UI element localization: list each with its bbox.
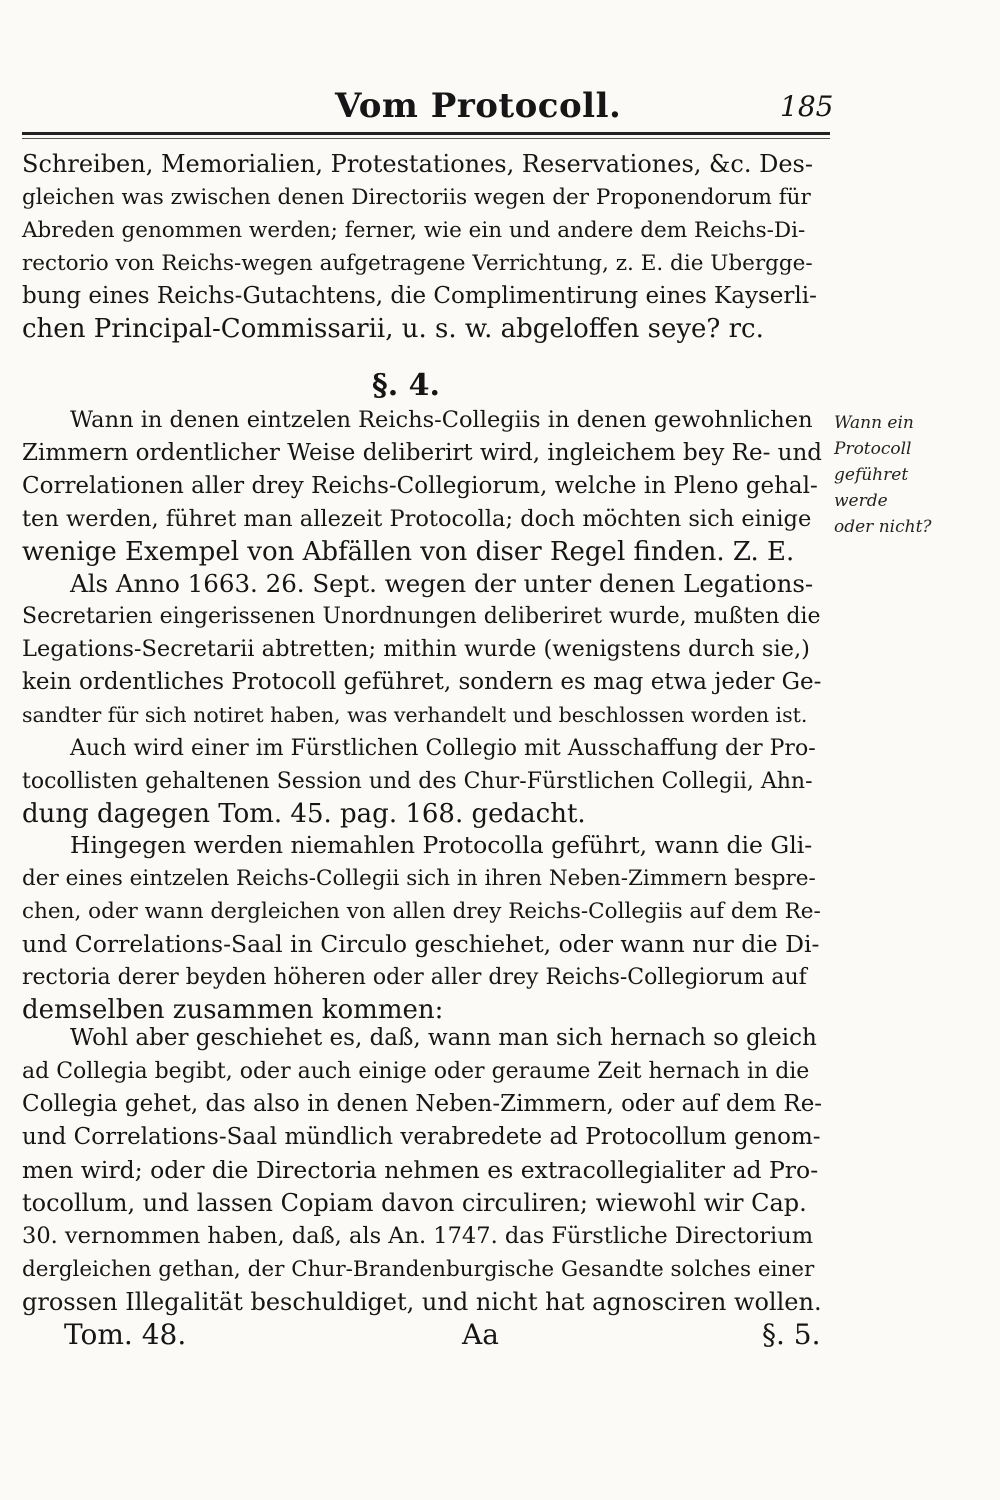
header-rule (22, 132, 830, 135)
text-line: tocollisten gehaltenen Session und des Chur-Fürstlichen Collegii, Ahn- (22, 769, 813, 794)
text-line: und Correlations-Saal in Circulo geschiehet, oder wann nur die Di- (22, 930, 820, 958)
running-head-title: Vom Protocoll. (335, 86, 622, 126)
text-line: rectorio von Reichs-wegen aufgetragene Verrichtung, z. E. die Ubergge- (22, 251, 813, 276)
paragraph-no-protocol (22, 829, 822, 1027)
paragraph-continued (22, 148, 822, 346)
text-line: Zimmern ordentlicher Weise deliberirt wird, ingleichem bey Re- und (22, 440, 823, 466)
section-heading: §. 4. (372, 368, 440, 403)
margin-note-line: oder nicht? (834, 517, 932, 537)
margin-note-line: Protocoll (834, 439, 912, 459)
text-line: rectoria derer beyden höheren oder aller drey Reichs-Collegiorum auf (22, 965, 807, 990)
text-line: gleichen was zwischen denen Directoriis wegen der Proponendorum für (22, 185, 811, 210)
text-line: demselben zusammen kommen: (22, 995, 444, 1025)
page-footer (0, 1318, 1000, 1368)
running-head (0, 78, 1000, 128)
text-line: Als Anno 1663. 26. Sept. wegen der unter denen Legations- (70, 569, 814, 598)
paragraph-wohl-aber (22, 1022, 822, 1319)
margin-note-line: Wann ein (834, 413, 914, 433)
text-line: 30. vernommen haben, daß, als An. 1747. das Fürstliche Directorium (22, 1223, 814, 1249)
text-line: chen, oder wann dergleichen von allen drey Reichs-Collegiis auf dem Re- (22, 899, 821, 924)
text-line: Auch wird einer im Fürstlichen Collegio mit Ausschaffung der Pro- (70, 736, 816, 761)
text-line: wenige Exempel von Abfällen von diser Regel finden. Z. E. (22, 537, 795, 567)
paragraph-section-4-intro (22, 404, 822, 569)
text-line: dergleichen gethan, der Chur-Brandenburgische Gesandte solches einer (22, 1257, 815, 1282)
text-line: Legations-Secretarii abtretten; mithin wurde (wenigstens durch sie,) (22, 636, 810, 662)
text-line: ad Collegia begibt, oder auch einige oder geraume Zeit hernach in die (22, 1059, 810, 1084)
text-line: Wann in denen eintzelen Reichs-Collegiis in denen gewohnlichen (70, 407, 813, 433)
paragraph-fuerstliches-collegium (22, 732, 822, 831)
text-line: sandter für sich notiret haben, was verhandelt und beschlossen worden ist. (22, 703, 808, 727)
text-line: und Correlations-Saal mündlich verabredete ad Protocollum genom- (22, 1124, 821, 1150)
text-line: chen Principal-Commissarii, u. s. w. abgeloffen seye? rc. (22, 314, 764, 344)
text-line: bung eines Reichs-Gutachtens, die Complimentirung eines Kayserli- (22, 283, 817, 309)
text-line: Correlationen aller drey Reichs-Collegiorum, welche in Pleno gehal- (22, 473, 818, 499)
text-line: tocollum, und lassen Copiam davon circuliren; wiewohl wir Cap. (22, 1189, 807, 1217)
text-line: dung dagegen Tom. 45. pag. 168. gedacht. (22, 799, 586, 829)
margin-note-line: geführet (834, 465, 909, 485)
text-line: Wohl aber geschiehet es, daß, wann man sich hernach so gleich (70, 1025, 817, 1051)
text-line: der eines eintzelen Reichs-Collegii sich in ihren Neben-Zimmern bespre- (22, 866, 816, 891)
text-line: Abreden genommen werden; ferner, wie ein und andere dem Reichs-Di- (22, 218, 806, 243)
header-rule-thin (22, 138, 830, 139)
catchword: §. 5. (762, 1318, 821, 1351)
text-line: Schreiben, Memorialien, Protestationes, Reservationes, &c. Des- (22, 150, 813, 178)
page-number: 185 (780, 90, 834, 123)
text-line: ten werden, führet man allezeit Protocolla; doch möchten sich einige (22, 506, 812, 532)
text-line: grossen Illegalität beschuldiget, und nicht hat agnosciren wollen. (22, 1288, 822, 1316)
text-line: kein ordentliches Protocoll geführet, sondern es mag etwa jeder Ge- (22, 669, 822, 695)
margin-note (834, 410, 974, 540)
paragraph-example-1663 (22, 567, 822, 732)
volume-number: Tom. 48. (64, 1318, 187, 1351)
signature-mark: Aa (462, 1318, 499, 1351)
margin-note-line: werde (834, 491, 888, 511)
text-line: Secretarien eingerissenen Unordnungen deliberiret wurde, mußten die (22, 604, 821, 629)
text-line: Collegia gehet, das also in denen Neben-Zimmern, oder auf dem Re- (22, 1091, 823, 1117)
text-line: Hingegen werden niemahlen Protocolla geführt, wann die Gli- (70, 831, 813, 859)
text-line: men wird; oder die Directoria nehmen es extracollegialiter ad Pro- (22, 1156, 819, 1184)
